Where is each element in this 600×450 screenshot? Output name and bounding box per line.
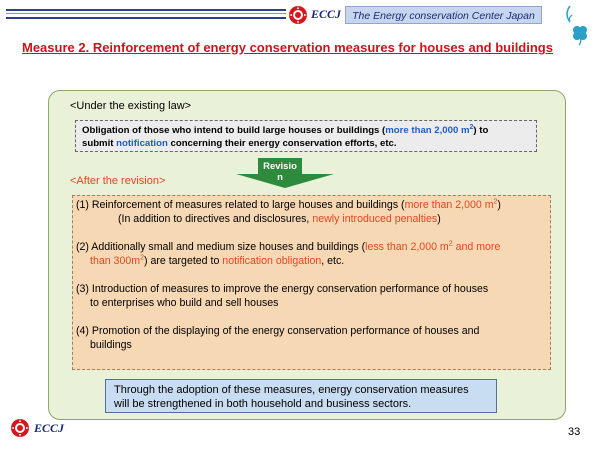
existing-threshold: more than 2,000 $m^2$	[385, 123, 474, 136]
existing-text-6: concerning their energy conservation efforts, etc.	[167, 138, 397, 149]
revision-item-2-detail: than $300m^2$) are targeted to notification obligation, etc.	[90, 254, 345, 267]
header-rule-inner	[6, 13, 286, 14]
summary-box	[105, 379, 497, 413]
revision-item-3: (3) Introduction of measures to improve the energy conservation performance of houses	[76, 283, 489, 295]
revision-item-1-detail: (In addition to directives and disclosures, newly introduced penalties)	[118, 213, 441, 225]
revision-item-3-detail: to enterprises who build and sell houses	[90, 297, 279, 309]
header-rule	[6, 9, 286, 19]
eccj-logo-icon	[288, 5, 308, 25]
revision-arrow-label: Revisio n	[263, 161, 297, 183]
footer-eccj-logo-icon	[10, 418, 30, 438]
org-name-badge: The Energy conservation Center Japan	[345, 6, 542, 24]
after-revision-label: <After the revision>	[70, 175, 166, 187]
existing-law-box	[75, 120, 537, 152]
slide-title: Measure 2. Reinforcement of energy conservation measures for houses and buildings	[22, 40, 553, 55]
existing-text-3: ) to	[473, 125, 489, 136]
summary-line-2: will be strengthened in both household and business sectors.	[114, 398, 412, 410]
revision-item-1: (1) Reinforcement of measures related to large houses and buildings (more than 2,000 $m^2$)	[76, 198, 501, 211]
existing-text-4: submit	[82, 138, 117, 149]
page-number: 33	[568, 426, 581, 438]
clover-icon	[560, 4, 594, 46]
revision-item-4-detail: buildings	[90, 339, 132, 351]
revision-item-2: (2) Additionally small and medium size houses and buildings (less than 2,000 $m^2$ and more	[76, 240, 501, 253]
existing-notification: notification	[116, 138, 168, 149]
existing-text-1: Obligation of those who intend to build large houses or buildings (	[82, 125, 386, 136]
header-logo-text: ECCJ	[311, 7, 342, 21]
revision-item-4: (4) Promotion of the displaying of the energy conservation performance of houses and	[76, 325, 480, 337]
footer-logo-text: ECCJ	[34, 421, 65, 435]
summary-line-1: Through the adoption of these measures, energy conservation measures	[114, 384, 469, 396]
existing-law-label: <Under the existing law>	[70, 100, 192, 112]
